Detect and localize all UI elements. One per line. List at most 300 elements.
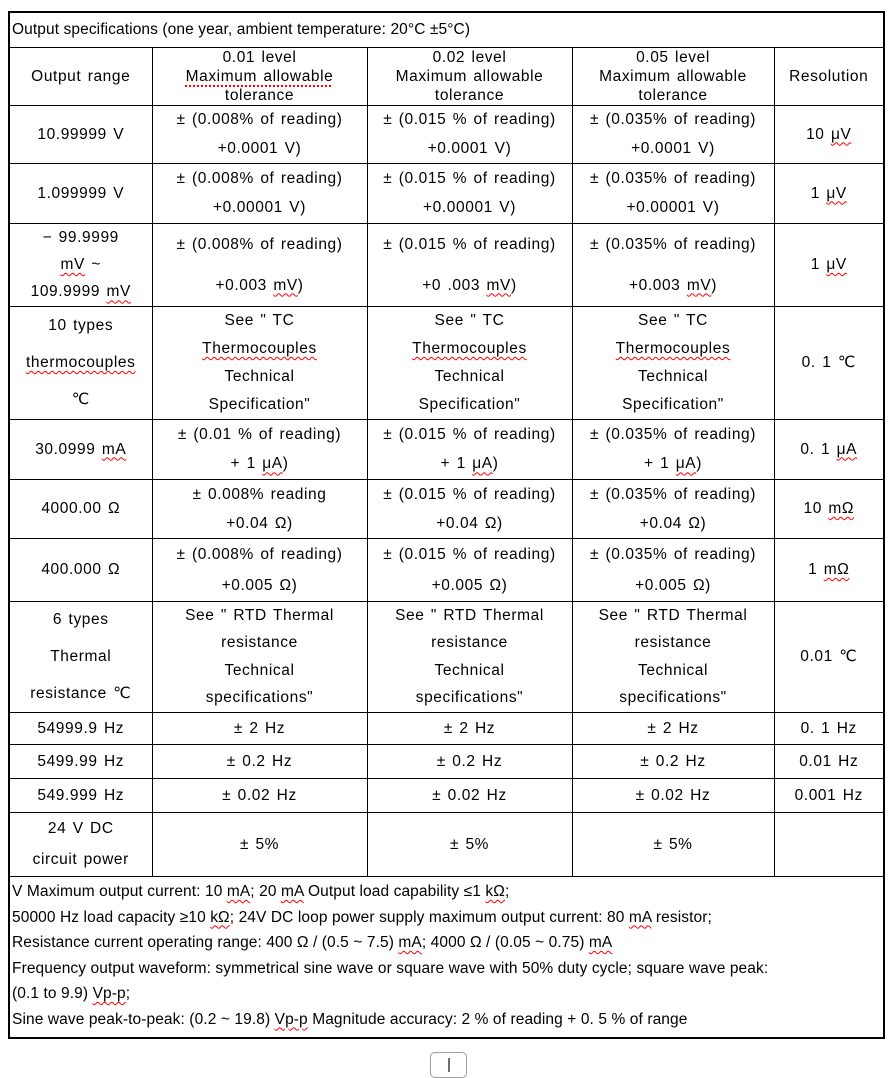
cell-line [225,311,295,331]
text-segment: resistor; [651,908,712,926]
text-segment: ± (0.035% of reading) [589,169,757,187]
text-segment: +0.04 Ω) [639,514,707,532]
text-segment: 1.099999 V [37,184,125,202]
table-header [10,48,883,106]
text-segment: +0.003 [215,276,274,294]
header-level-line: tolerance [224,87,295,104]
tolerance-cell-005 [572,602,774,713]
text-segment: See " TC [434,312,505,329]
cell-line [434,661,504,681]
cell-line [231,454,289,474]
cell-line [638,311,708,331]
cell-line [226,514,293,534]
cell-line [227,752,292,772]
cell-line [37,125,124,145]
text-segment: Technical [637,661,709,679]
tolerance-cell-001 [152,480,367,539]
cell-line [240,835,279,855]
spellcheck-marked-text: Maximum allowable [185,68,334,85]
cell-line [37,184,124,204]
header-level-line: 0.01 level [222,49,297,66]
resolution-cell [774,813,883,877]
text-segment: 6 types [52,611,109,629]
text-segment: ± (0.015 % of reading) [383,485,556,503]
table-row [10,420,883,480]
header-label: Resolution [789,67,869,85]
cell-line [808,560,849,580]
cell-line [33,850,129,870]
header-level-line: Maximum allowable [599,68,747,85]
cell-line [72,390,90,410]
spellcheck-marked-text: mV [686,276,712,294]
text-segment: 10.99999 V [37,125,125,143]
cell-line [234,719,285,739]
table-row [10,813,883,877]
cell-line [802,353,856,373]
cell-line [43,228,119,248]
text-segment: +0.005 Ω) [635,576,711,594]
text-segment: 549.999 Hz [37,786,125,804]
text-segment: specifications" [619,689,727,707]
output-range-cell [10,779,152,813]
cell-line [383,235,555,255]
cell-line [26,353,135,373]
cell-line [41,499,120,519]
text-segment: ± (0.035% of reading) [589,111,757,129]
output-range-cell [10,420,152,480]
text-segment: 50000 Hz load capacity ≥10 [12,908,211,926]
spellcheck-marked-text: μV [826,256,847,273]
table-row [10,539,883,602]
table-row [10,779,883,813]
cell-line [395,606,544,626]
spellcheck-marked-text: mΩ [823,561,850,578]
text-segment: ± 5% [653,835,693,853]
text-segment: 10 types [48,316,114,334]
notes-section [10,876,883,1037]
spellcheck-marked-text: μV [830,125,852,143]
cell-line [799,752,858,772]
text-segment: Technical [434,661,505,679]
cell-line [590,485,756,505]
cell-line [222,786,297,806]
spellcheck-marked-text: kΩ [210,908,230,926]
cell-line [811,255,847,275]
text-segment: Frequency output waveform: symmetrical sine wave or square wave with 50% duty cycle; square wave peak: [12,959,769,977]
cell-line [434,367,504,387]
spellcheck-marked-text: μV [826,184,847,202]
table-row [10,106,883,164]
cell-line [437,752,502,772]
text-segment: ± (0.015 % of reading) [383,425,556,443]
cell-line [176,235,342,255]
cell-line [30,684,131,704]
output-range-cell [10,813,152,877]
text-segment: Specification" [622,396,724,413]
tolerance-cell-005 [572,480,774,539]
spellcheck-marked-text: thermocouples [26,353,136,371]
table-row [10,745,883,779]
cell-line [444,719,495,739]
spellcheck-marked-text: Thermocouples [202,340,317,357]
spellcheck-marked-text: Thermocouples [412,340,527,357]
cell-line [224,661,294,681]
text-segment: 5499.99 Hz [37,752,125,770]
text-segment: ± (0.008% of reading) [176,235,343,253]
cell-line [636,786,711,806]
text-segment: ± 2 Hz [233,719,286,737]
text-segment: ± (0.015 % of reading) [383,169,556,187]
text-segment: ; 24V DC loop power supply maximum output current: 80 [229,908,629,926]
tolerance-cell-001 [152,779,367,813]
text-segment: ± (0.015 % of reading) [383,111,556,129]
text-segment: See " RTD Thermal [395,606,544,624]
cell-line [215,276,303,296]
cell-line [412,339,527,359]
cell-line [801,719,857,739]
text-segment: +0.04 Ω) [226,514,293,532]
text-segment: Thermal [50,647,112,665]
tolerance-cell-001 [152,106,367,164]
header-level-line: tolerance [638,87,708,104]
tolerance-cell-005 [572,106,774,164]
cell-line [635,576,711,596]
cell-line [590,545,756,565]
cell-line [209,395,311,415]
spellcheck-marked-text: mA [226,883,251,900]
text-segment: circuit power [32,851,129,869]
cell-line [221,633,298,653]
cell-line [640,752,705,772]
spellcheck-marked-text: mΩ [828,500,855,517]
text-segment: 0.01 ℃ [800,648,858,665]
table-row [10,480,883,539]
spellcheck-marked-text: mV [106,283,131,301]
resolution-cell [774,779,883,813]
tolerance-cell-001 [152,713,367,745]
spellcheck-marked-text: mA [398,934,422,951]
cell-line [37,719,124,739]
tolerance-cell-002 [367,224,572,307]
resolution-cell [774,480,883,539]
cell-line [647,719,698,739]
cell-line [432,786,507,806]
spellcheck-marked-text: Vp-p [274,1010,308,1028]
text-segment: Output load capability ≤1 [303,883,486,900]
cell-line [423,198,516,218]
cell-line [795,786,863,806]
text-segment: +0.00001 V) [213,199,306,217]
cell-line [432,576,508,596]
tolerance-cell-002 [367,745,572,779]
resolution-cell [774,420,883,480]
text-segment: +0 .003 [422,276,487,294]
table-title [10,13,883,48]
spellcheck-marked-text: mV [273,276,298,294]
tolerance-cell-005 [572,539,774,602]
spellcheck-marked-text: μA [262,455,283,473]
text-segment: 30.0999 [35,440,102,458]
spec-sheet [8,11,885,1039]
output-range-cell [10,224,152,307]
table-insert-handle-button[interactable] [430,1052,467,1078]
cell-line [653,835,692,855]
text-segment: ± (0.008% of reading) [176,111,343,129]
cell-line [48,316,113,336]
tolerance-cell-002 [367,106,572,164]
text-segment: 0.001 Hz [794,786,863,804]
cell-line [37,752,124,772]
cell-line [53,610,109,630]
spellcheck-marked-text: mA [628,908,652,926]
tolerance-cell-005 [572,813,774,877]
cell-line [222,576,298,596]
cell-line [41,560,120,580]
spellcheck-marked-text: μA [472,455,493,473]
text-segment: Specification" [208,396,311,413]
cell-line [428,139,512,159]
cell-line [441,454,499,474]
text-segment: +0.003 [628,276,687,294]
insert-handle-icon [448,1058,450,1072]
text-segment: +0.0001 V) [631,139,715,157]
text-segment: 1 [810,256,827,273]
text-segment: ) [711,276,718,294]
cell-line [176,110,342,130]
text-segment: + 1 [230,455,263,473]
text-segment: 400.000 Ω [41,561,121,578]
cell-line [590,110,756,130]
header-output-range [10,48,152,106]
table-title-text: Output specifications (one year, ambient temperature: 20°C ±5°C) [12,21,471,38]
text-segment: ) [282,455,289,473]
text-segment: 24 V DC [47,819,114,837]
note-line [12,905,881,931]
text-segment: Resistance current operating range: 400 Ω / (0.5 ~ 7.5) [12,934,399,951]
table-row [10,164,883,224]
tolerance-cell-001 [152,420,367,480]
text-segment: ± 0.02 Hz [432,786,507,804]
cell-line [431,633,508,653]
text-segment: +0.005 Ω) [431,576,508,594]
cell-line [178,425,341,445]
text-segment: ± (0.015 % of reading) [383,545,556,563]
tolerance-cell-001 [152,813,367,877]
cell-line [616,339,731,359]
text-segment: +0.04 Ω) [436,514,503,532]
text-segment: +0.00001 V) [626,199,720,217]
cell-line [436,514,503,534]
table-row [10,713,883,745]
tolerance-cell-005 [572,164,774,224]
text-segment: ± (0.008% of reading) [176,545,343,563]
resolution-cell [774,602,883,713]
note-line [12,981,881,1007]
text-segment: ± 5% [239,835,280,853]
resolution-cell [774,224,883,307]
cell-line [590,425,756,445]
tolerance-cell-001 [152,224,367,307]
note-line [12,956,881,982]
text-segment: Technical [224,368,295,385]
cell-line [631,139,715,159]
text-segment: ± 0.008% reading [192,485,327,503]
cell-line [35,440,126,460]
cell-line [800,647,857,667]
text-segment: ± (0.035% of reading) [589,485,757,503]
cell-line [383,110,555,130]
output-range-cell [10,480,152,539]
table-row [10,307,883,420]
cell-line [638,661,708,681]
header-level-005 [572,48,774,106]
table-row [10,224,883,307]
spellcheck-marked-text: μA [836,440,858,458]
spellcheck-marked-text: μA [675,455,697,473]
text-segment: ± 5% [449,835,490,853]
tolerance-cell-005 [572,713,774,745]
spellcheck-marked-text: mA [280,883,304,900]
resolution-cell [774,307,883,420]
tolerance-cell-002 [367,713,572,745]
note-line [12,879,881,905]
cell-line [811,184,847,204]
text-segment: ± 0.2 Hz [226,752,293,770]
cell-line [206,688,314,708]
text-segment: ± 2 Hz [647,719,699,737]
text-segment: See " TC [638,312,708,329]
text-segment: ± 0.02 Hz [635,786,711,804]
cell-line [450,835,489,855]
text-segment: ℃ [71,391,90,409]
text-segment: See " RTD Thermal [598,606,748,624]
cell-line [422,276,516,296]
text-segment: 109.9999 [30,283,107,301]
resolution-cell [774,539,883,602]
text-segment: ; 4000 Ω / (0.05 ~ 0.75) [421,934,589,951]
tolerance-cell-001 [152,602,367,713]
cell-line [435,311,505,331]
header-label: Output range [31,67,131,85]
resolution-cell [774,106,883,164]
cell-line [213,198,306,218]
text-segment: 0. 1 Hz [800,719,857,737]
cell-line [31,282,131,302]
cell-line [806,125,851,145]
cell-line [383,169,555,189]
tolerance-cell-002 [367,602,572,713]
cell-line [629,276,717,296]
text-segment: (0.1 to 9.9) [12,985,93,1002]
text-segment: ± (0.035% of reading) [589,425,757,443]
output-range-cell [10,106,152,164]
tolerance-cell-002 [367,164,572,224]
cell-line [60,255,101,275]
text-segment: ; [504,883,510,900]
cell-line [48,819,114,839]
resolution-cell [774,164,883,224]
text-segment: ) [297,276,304,294]
cell-line [383,545,555,565]
text-segment: ) [492,455,499,473]
cell-line [419,395,521,415]
spellcheck-marked-text: mV [486,276,511,294]
cell-line [218,139,302,159]
text-segment: 10 [803,500,829,517]
text-segment: resistance [431,634,508,652]
text-segment: 1 [808,561,824,578]
text-segment: ± (0.008% of reading) [176,169,343,187]
header-level-001 [152,48,367,106]
text-segment: V Maximum output current: 10 [12,883,227,900]
text-segment: 10 [806,125,831,143]
text-segment: Magnitude accuracy: 2 % of reading + 0. 5 % of range [307,1010,688,1028]
cell-line [599,606,748,626]
text-segment: Technical [434,368,505,385]
spellcheck-marked-text: Thermocouples [615,340,731,357]
cell-line [176,545,342,565]
tolerance-cell-001 [152,164,367,224]
text-segment: See " RTD Thermal [185,606,334,624]
cell-line [416,688,524,708]
header-level-002 [367,48,572,106]
output-range-cell [10,307,152,420]
tolerance-cell-005 [572,779,774,813]
tolerance-cell-002 [367,539,572,602]
text-segment: 4000.00 Ω [41,500,121,517]
header-level-line: 0.05 level [636,49,710,66]
tolerance-cell-005 [572,224,774,307]
text-segment: ± (0.015 % of reading) [383,235,556,253]
text-segment: ± (0.035% of reading) [589,545,757,563]
cell-line [590,235,756,255]
text-segment: ± 2 Hz [443,719,496,737]
spellcheck-marked-text: kΩ [485,883,505,900]
tolerance-cell-002 [367,420,572,480]
text-segment: ~ [84,255,101,273]
cell-line [627,198,720,218]
tolerance-cell-002 [367,779,572,813]
text-segment: Sine wave peak-to-peak: (0.2 ~ 19.8) [12,1010,275,1028]
output-spec-table [10,48,883,876]
text-segment: Technical [224,661,295,679]
cell-line [224,367,294,387]
spellcheck-marked-text: mV [60,255,85,273]
text-segment: 0. 1 ℃ [801,354,856,371]
text-segment: specifications" [205,689,314,707]
resolution-cell [774,713,883,745]
output-range-cell [10,164,152,224]
header-level-line: Maximum allowable [395,68,544,85]
tolerance-cell-001 [152,745,367,779]
tolerance-cell-005 [572,307,774,420]
cell-line [37,786,124,806]
header-resolution [774,48,883,106]
text-segment: − 99.9999 [42,228,119,246]
cell-line [638,367,708,387]
table-body [10,106,883,877]
cell-line [590,169,756,189]
tolerance-cell-001 [152,307,367,420]
tolerance-cell-005 [572,420,774,480]
text-segment: ± (0.01 % of reading) [177,425,342,443]
output-range-cell [10,713,152,745]
text-segment: ± 0.02 Hz [222,786,297,804]
tolerance-cell-002 [367,480,572,539]
text-segment: ; 20 [250,883,281,900]
table-row [10,602,883,713]
cell-line [50,647,111,667]
